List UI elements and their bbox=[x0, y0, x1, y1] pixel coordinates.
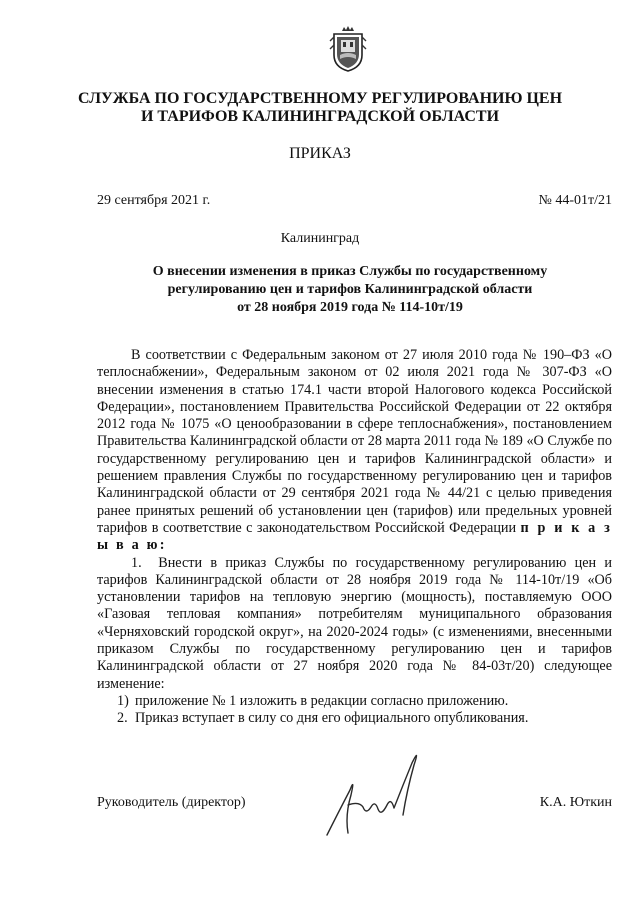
document-date: 29 сентября 2021 г. bbox=[97, 193, 211, 208]
handwritten-signature bbox=[315, 745, 440, 840]
coat-of-arms-emblem bbox=[328, 25, 368, 73]
subitem-number: 1) bbox=[117, 692, 129, 709]
subitem-text: приложение № 1 изложить в редакции согласно приложению. bbox=[135, 692, 509, 709]
preamble-text: В соответствии с Федеральным законом от 27 июля 2010 года № 190–ФЗ «О теплоснабжении», Федеральным законом от 02 июля 2021 года № 307-ФЗ «О внесении изменения в статью 174.1 части второй Налогового кодекса Российской Федерации», постановлением Правительства Российской Федерации от 22 октября 2012 года № 1075 «О ценообразовании в сфере теплоснабжения», постановлением Правительства Калининградской области от 28 марта 2011 года № 189 «О Службе по государственному регулированию цен и тарифов Калининградской области» и решением правления Службы по государственному регулированию цен и тарифов Калининградской области от 29 сентября 2021 года № 44/21 с целью приведения ранее принятых решений об установлении цен (тарифов) или предельных уровней тарифов в соответствие с законодательством Российской Федерации bbox=[97, 347, 612, 536]
item-number: 1. bbox=[131, 554, 142, 571]
document-body bbox=[97, 347, 612, 728]
document-number: № 44-01т/21 bbox=[538, 193, 612, 208]
document-city: Калининград bbox=[280, 231, 360, 246]
item-text: Внести в приказ Службы по государственному регулированию цен и тарифов Калининградской области от 28 ноября 2019 года № 114-10т/19 «Об установлении тарифов на тепловую энергию (мощность), поставляемую ООО «Газовая тепловая компания» потребителям муниципального образования «Черняховский городской округ», на 2020-2024 годы» (с изменениями, внесенными приказом Службы по государственному регулированию цен и тарифов Калининградской области от 27 ноября 2020 года № 84-03т/20) следующее изменение: bbox=[97, 554, 612, 692]
document-type: ПРИКАЗ bbox=[289, 145, 351, 162]
signatory-name: К.А. Юткин bbox=[539, 795, 612, 810]
order-item-2 bbox=[97, 710, 612, 727]
item-text: Приказ вступает в силу со дня его официального опубликования. bbox=[135, 710, 529, 727]
document-title-line2: регулированию цен и тарифов Калининградской области bbox=[167, 282, 533, 297]
organization-name-line2: И ТАРИФОВ КАЛИНИНГРАДСКОЙ ОБЛАСТИ bbox=[140, 108, 500, 125]
signatory-position: Руководитель (директор) bbox=[97, 795, 246, 810]
order-item-1 bbox=[97, 555, 612, 693]
item-number: 2. bbox=[117, 710, 128, 727]
order-subitem-1 bbox=[97, 693, 612, 710]
preamble-paragraph bbox=[97, 347, 612, 555]
document-title-line1: О внесении изменения в приказ Службы по государственному bbox=[152, 264, 548, 279]
order-keyword: п р и к а з ы в а ю: bbox=[97, 519, 612, 554]
document-title-line3: от 28 ноября 2019 года № 114-10т/19 bbox=[237, 300, 463, 315]
organization-name-line1: СЛУЖБА ПО ГОСУДАРСТВЕННОМУ РЕГУЛИРОВАНИЮ ЦЕН bbox=[77, 90, 563, 107]
